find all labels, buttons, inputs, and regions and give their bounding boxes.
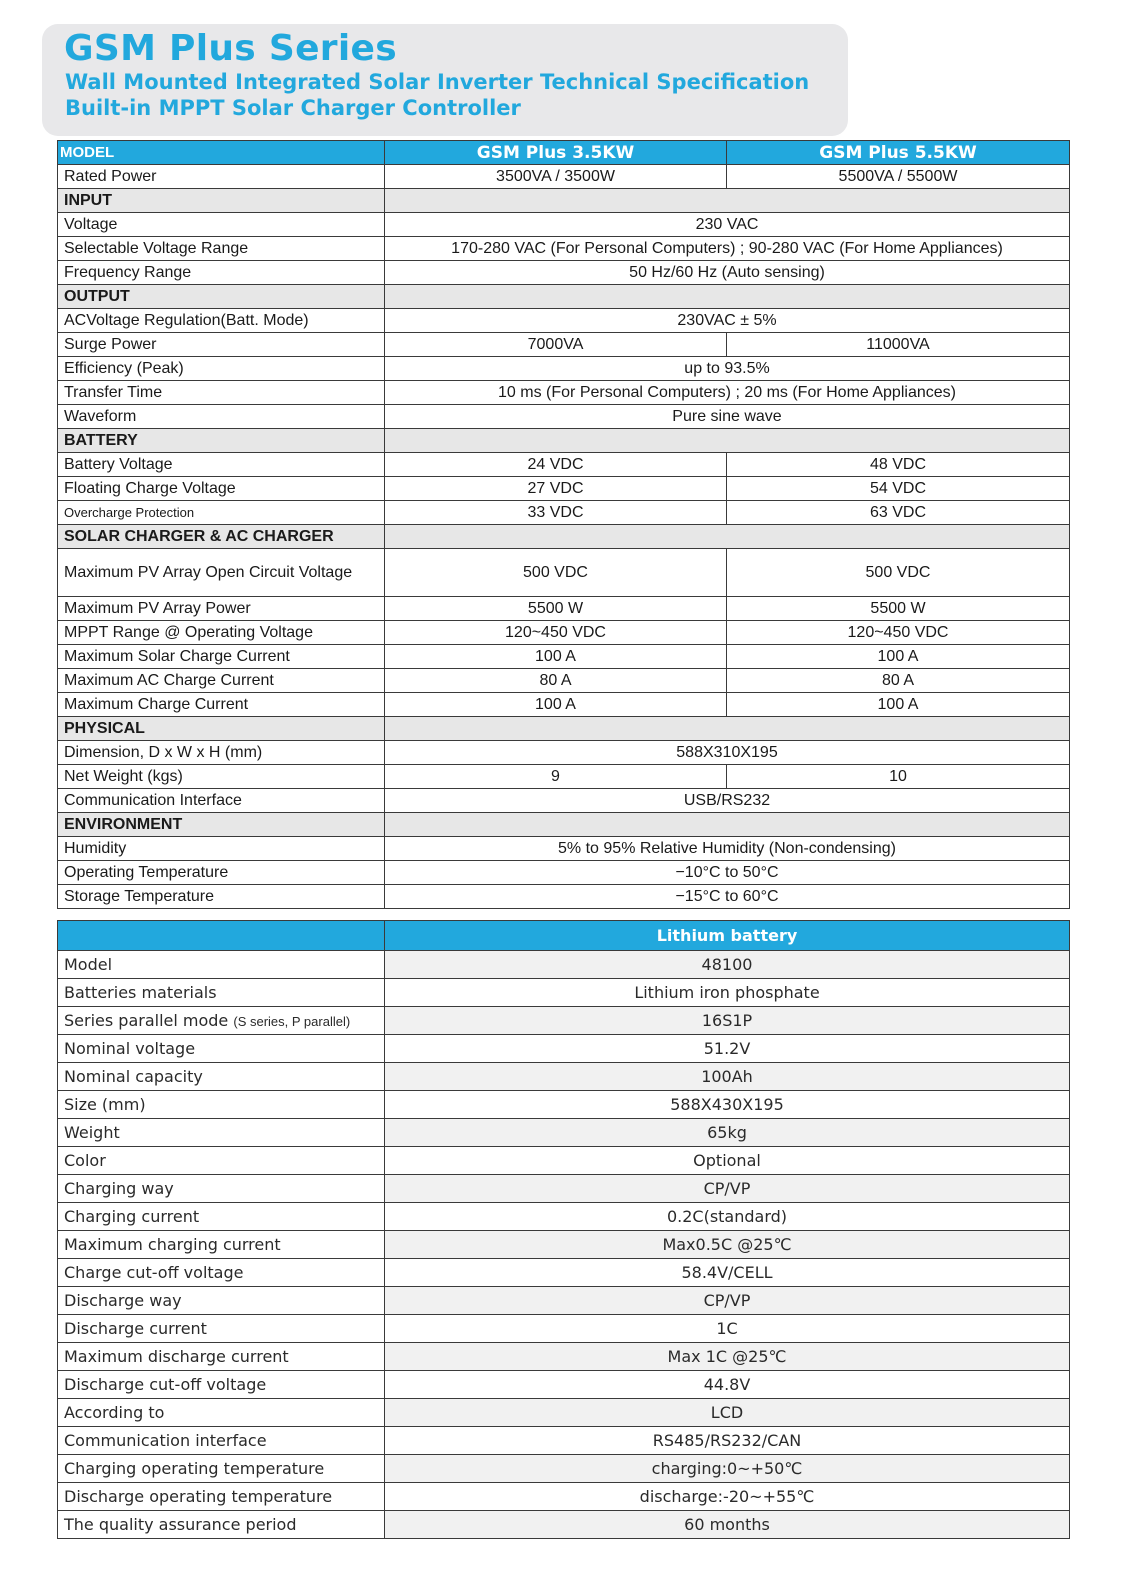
value: 58.4V/CELL [385, 1259, 1070, 1287]
value: 230 VAC [385, 213, 1070, 237]
value: 588X430X195 [385, 1091, 1070, 1119]
value: 16S1P [385, 1007, 1070, 1035]
value: 65kg [385, 1119, 1070, 1147]
table-row [58, 1231, 1070, 1259]
table-row [58, 1259, 1070, 1287]
inverter-spec-table [57, 140, 1070, 909]
row-label: Charging way [58, 1175, 385, 1203]
row-label: Discharge current [58, 1315, 385, 1343]
row-label: Efficiency (Peak) [58, 357, 385, 381]
section-row [58, 525, 1070, 549]
value-b: 54 VDC [727, 477, 1070, 501]
row-label: Rated Power [58, 165, 385, 189]
value-a: 3500VA / 3500W [385, 165, 727, 189]
row-label: Maximum PV Array Power [58, 597, 385, 621]
table-row [58, 1483, 1070, 1511]
table-row [58, 1035, 1070, 1063]
value: 230VAC ± 5% [385, 309, 1070, 333]
value: 1C [385, 1315, 1070, 1343]
row-label: Operating Temperature [58, 861, 385, 885]
row-label: Nominal voltage [58, 1035, 385, 1063]
value: CP/VP [385, 1287, 1070, 1315]
table-row [58, 477, 1070, 501]
value: discharge:-20~+55℃ [385, 1483, 1070, 1511]
row-label: Nominal capacity [58, 1063, 385, 1091]
table-row [58, 165, 1070, 189]
value-b: 10 [727, 765, 1070, 789]
value-b: 100 A [727, 645, 1070, 669]
value: 60 months [385, 1511, 1070, 1539]
table-row [58, 1315, 1070, 1343]
row-label: Maximum PV Array Open Circuit Voltage [58, 549, 385, 597]
row-label: Transfer Time [58, 381, 385, 405]
row-label: Discharge way [58, 1287, 385, 1315]
table-row [58, 1203, 1070, 1231]
table-row [58, 381, 1070, 405]
page-subtitle: Wall Mounted Integrated Solar Inverter Technical Specification [65, 70, 810, 94]
row-label: Discharge cut-off voltage [58, 1371, 385, 1399]
value: 100Ah [385, 1063, 1070, 1091]
section-title: PHYSICAL [58, 717, 385, 741]
value-a: 9 [385, 765, 727, 789]
value-b: 5500VA / 5500W [727, 165, 1070, 189]
table-row [58, 501, 1070, 525]
table-row [58, 645, 1070, 669]
value-a: 100 A [385, 693, 727, 717]
row-label: Frequency Range [58, 261, 385, 285]
value-a: 500 VDC [385, 549, 727, 597]
table-row [58, 405, 1070, 429]
row-label: Communication Interface [58, 789, 385, 813]
table-row [58, 309, 1070, 333]
table-row [58, 213, 1070, 237]
section-title: BATTERY [58, 429, 385, 453]
row-label: Discharge operating temperature [58, 1483, 385, 1511]
table-row [58, 237, 1070, 261]
row-label: Maximum Charge Current [58, 693, 385, 717]
value: 44.8V [385, 1371, 1070, 1399]
value: LCD [385, 1399, 1070, 1427]
row-label: Storage Temperature [58, 885, 385, 909]
row-label: Batteries materials [58, 979, 385, 1007]
value: −10°C to 50°C [385, 861, 1070, 885]
table-row [58, 669, 1070, 693]
value-a: 80 A [385, 669, 727, 693]
value: Pure sine wave [385, 405, 1070, 429]
page-title: GSM Plus Series [64, 28, 397, 69]
table-row [58, 837, 1070, 861]
row-label: Voltage [58, 213, 385, 237]
row-label: Waveform [58, 405, 385, 429]
table-row [58, 741, 1070, 765]
table-row [58, 1147, 1070, 1175]
row-label: Charging current [58, 1203, 385, 1231]
value-b: 80 A [727, 669, 1070, 693]
model-b: GSM Plus 5.5KW [727, 141, 1070, 165]
value: 10 ms (For Personal Computers) ; 20 ms (For Home Appliances) [385, 381, 1070, 405]
table-row [58, 1371, 1070, 1399]
value: 170-280 VAC (For Personal Computers) ; 90-280 VAC (For Home Appliances) [385, 237, 1070, 261]
row-label [58, 1007, 385, 1035]
row-label: Charging operating temperature [58, 1455, 385, 1483]
value-a: 33 VDC [385, 501, 727, 525]
value: RS485/RS232/CAN [385, 1427, 1070, 1455]
lithium-battery-table [57, 920, 1070, 1539]
table-row [58, 453, 1070, 477]
row-label: ACVoltage Regulation(Batt. Mode) [58, 309, 385, 333]
value: 588X310X195 [385, 741, 1070, 765]
row-label: Overcharge Protection [58, 501, 385, 525]
value-a: 7000VA [385, 333, 727, 357]
row-label: Size (mm) [58, 1091, 385, 1119]
row-label: Surge Power [58, 333, 385, 357]
table-row [58, 1175, 1070, 1203]
value: 0.2C(standard) [385, 1203, 1070, 1231]
table-row [58, 789, 1070, 813]
section-title: SOLAR CHARGER & AC CHARGER [58, 525, 385, 549]
table-row [58, 951, 1070, 979]
value-b: 100 A [727, 693, 1070, 717]
row-label: Selectable Voltage Range [58, 237, 385, 261]
table-row [58, 693, 1070, 717]
lithium-header-row [58, 921, 1070, 951]
row-label: Charge cut-off voltage [58, 1259, 385, 1287]
series-note: (S series, P parallel) [233, 1014, 351, 1029]
section-title: INPUT [58, 189, 385, 213]
row-label: The quality assurance period [58, 1511, 385, 1539]
value-b: 11000VA [727, 333, 1070, 357]
row-label: According to [58, 1399, 385, 1427]
model-label: MODEL [58, 141, 385, 165]
table-row [58, 333, 1070, 357]
value: USB/RS232 [385, 789, 1070, 813]
table-row [58, 765, 1070, 789]
value-b: 48 VDC [727, 453, 1070, 477]
value: 5% to 95% Relative Humidity (Non-condensing) [385, 837, 1070, 861]
table-row [58, 861, 1070, 885]
lithium-title: Lithium battery [385, 921, 1070, 951]
value-a: 100 A [385, 645, 727, 669]
value-a: 120~450 VDC [385, 621, 727, 645]
value: CP/VP [385, 1175, 1070, 1203]
row-label: Model [58, 951, 385, 979]
row-label: Maximum charging current [58, 1231, 385, 1259]
row-label: MPPT Range @ Operating Voltage [58, 621, 385, 645]
table-row [58, 1287, 1070, 1315]
value: −15°C to 60°C [385, 885, 1070, 909]
spec-header-row [58, 141, 1070, 165]
table-row [58, 979, 1070, 1007]
section-title: OUTPUT [58, 285, 385, 309]
row-label: Humidity [58, 837, 385, 861]
table-row [58, 261, 1070, 285]
table-row [58, 621, 1070, 645]
page-subtitle-2: Built-in MPPT Solar Charger Controller [65, 96, 521, 120]
section-row [58, 285, 1070, 309]
value: 48100 [385, 951, 1070, 979]
value-b: 500 VDC [727, 549, 1070, 597]
model-a: GSM Plus 3.5KW [385, 141, 727, 165]
table-row [58, 1455, 1070, 1483]
row-label: Battery Voltage [58, 453, 385, 477]
value-b: 5500 W [727, 597, 1070, 621]
value-a: 27 VDC [385, 477, 727, 501]
row-label: Weight [58, 1119, 385, 1147]
value-a: 5500 W [385, 597, 727, 621]
table-row [58, 1007, 1070, 1035]
section-row [58, 429, 1070, 453]
row-label: Communication interface [58, 1427, 385, 1455]
row-label: Color [58, 1147, 385, 1175]
value: Lithium iron phosphate [385, 979, 1070, 1007]
row-label: Maximum discharge current [58, 1343, 385, 1371]
table-row [58, 1427, 1070, 1455]
row-label-text: Series parallel mode [64, 1011, 229, 1030]
row-label: Maximum AC Charge Current [58, 669, 385, 693]
table-row [58, 1511, 1070, 1539]
table-row [58, 1119, 1070, 1147]
value: Max0.5C @25℃ [385, 1231, 1070, 1259]
value: Max 1C @25℃ [385, 1343, 1070, 1371]
value: charging:0~+50℃ [385, 1455, 1070, 1483]
value: 50 Hz/60 Hz (Auto sensing) [385, 261, 1070, 285]
table-row [58, 1063, 1070, 1091]
section-row [58, 717, 1070, 741]
row-label: Dimension, D x W x H (mm) [58, 741, 385, 765]
value-b: 120~450 VDC [727, 621, 1070, 645]
row-label: Floating Charge Voltage [58, 477, 385, 501]
table-row [58, 357, 1070, 381]
table-row [58, 1343, 1070, 1371]
value-a: 24 VDC [385, 453, 727, 477]
table-row [58, 885, 1070, 909]
value: up to 93.5% [385, 357, 1070, 381]
section-row [58, 813, 1070, 837]
section-row [58, 189, 1070, 213]
value-b: 63 VDC [727, 501, 1070, 525]
value: Optional [385, 1147, 1070, 1175]
table-row [58, 1399, 1070, 1427]
table-row [58, 1091, 1070, 1119]
value: 51.2V [385, 1035, 1070, 1063]
row-label: Net Weight (kgs) [58, 765, 385, 789]
table-row [58, 597, 1070, 621]
row-label: Maximum Solar Charge Current [58, 645, 385, 669]
table-row [58, 549, 1070, 597]
section-title: ENVIRONMENT [58, 813, 385, 837]
